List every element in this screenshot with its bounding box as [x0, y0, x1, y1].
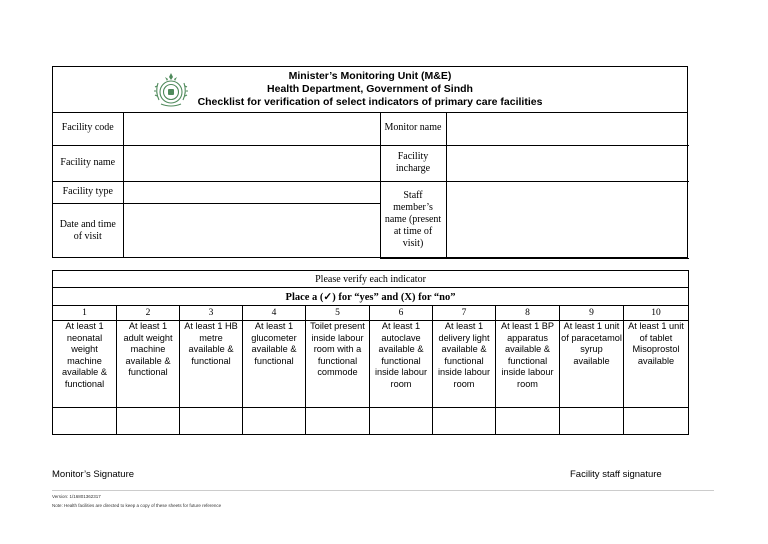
date-time-field[interactable] — [123, 203, 380, 258]
version-text: Version: 1/16801362317 — [52, 494, 101, 499]
title-line-3: Checklist for verification of select indicators of primary care facilities — [197, 96, 543, 108]
indicator-description-3: At least 1 HB metre available & functional — [180, 321, 243, 408]
verify-instruction: Please verify each indicator — [53, 271, 689, 288]
indicator-number-3: 3 — [180, 306, 243, 321]
facility-type-label: Facility type — [53, 181, 123, 203]
facility-name-label: Facility name — [53, 145, 123, 181]
monitor-name-label: Monitor name — [380, 112, 446, 145]
indicator-description-8: At least 1 BP apparatus available & functional inside labour room — [496, 321, 560, 408]
indicator-response-cell-10[interactable] — [624, 408, 689, 435]
indicator-number-4: 4 — [243, 306, 306, 321]
indicator-response-cell-5[interactable] — [306, 408, 370, 435]
indicator-number-6: 6 — [370, 306, 433, 321]
indicator-description-10: At least 1 unit of tablet Misoprostol available — [624, 321, 689, 408]
indicator-number-10: 10 — [624, 306, 689, 321]
indicator-response-cell-6[interactable] — [370, 408, 433, 435]
place-instruction: Place a (✓) for “yes” and (X) for “no” — [53, 288, 689, 306]
indicator-response-cell-2[interactable] — [117, 408, 180, 435]
facility-incharge-field[interactable] — [446, 145, 689, 181]
indicator-number-9: 9 — [560, 306, 624, 321]
indicator-response-cell-1[interactable] — [53, 408, 117, 435]
facility-type-field[interactable] — [123, 181, 380, 203]
facility-name-field[interactable] — [123, 145, 380, 181]
indicator-description-5: Toilet present inside labour room with a functional commode — [306, 321, 370, 408]
indicator-description-9: At least 1 unit of paracetamol syrup available — [560, 321, 624, 408]
facility-info-table — [53, 112, 689, 259]
indicator-response-cell-4[interactable] — [243, 408, 306, 435]
indicator-description-7: At least 1 delivery light available & functional inside labour room — [433, 321, 496, 408]
monitor-signature-label: Monitor’s Signature — [52, 469, 135, 480]
indicator-number-2: 2 — [117, 306, 180, 321]
facility-code-field[interactable] — [123, 112, 380, 145]
indicator-response-cell-3[interactable] — [180, 408, 243, 435]
title-line-1: Minister’s Monitoring Unit (M&E) — [288, 70, 452, 82]
indicator-response-row — [53, 408, 689, 435]
facility-code-label: Facility code — [53, 112, 123, 145]
indicator-description-6: At least 1 autoclave available & functional inside labour room — [370, 321, 433, 408]
checklist-header-block — [52, 66, 688, 258]
indicator-table — [52, 270, 689, 435]
indicator-response-cell-9[interactable] — [560, 408, 624, 435]
monitor-name-field[interactable] — [446, 112, 689, 145]
footer-note: Note: Health facilities are directed to keep a copy of these sheets for future reference — [52, 503, 222, 508]
indicator-number-7: 7 — [433, 306, 496, 321]
staff-signature-label: Facility staff signature — [570, 469, 662, 480]
indicator-number-8: 8 — [496, 306, 560, 321]
indicator-number-row — [53, 306, 689, 321]
indicator-description-2: At least 1 adult weight machine available & functional — [117, 321, 180, 408]
indicator-description-4: At least 1 glucometer available & functional — [243, 321, 306, 408]
staff-member-field[interactable] — [446, 181, 689, 258]
title-area — [53, 67, 687, 113]
indicator-number-1: 1 — [53, 306, 117, 321]
title-line-2: Health Department, Government of Sindh — [267, 83, 473, 95]
date-time-label: Date and time of visit — [53, 203, 123, 258]
indicator-response-cell-7[interactable] — [433, 408, 496, 435]
indicator-number-5: 5 — [306, 306, 370, 321]
indicator-response-cell-8[interactable] — [496, 408, 560, 435]
staff-member-label: Staff member’s name (present at time of visit) — [380, 181, 446, 258]
footer-divider — [52, 490, 714, 491]
indicator-description-row — [53, 321, 689, 408]
facility-incharge-label: Facility incharge — [380, 145, 446, 181]
indicator-description-1: At least 1 neonatal weight machine available & functional — [53, 321, 117, 408]
